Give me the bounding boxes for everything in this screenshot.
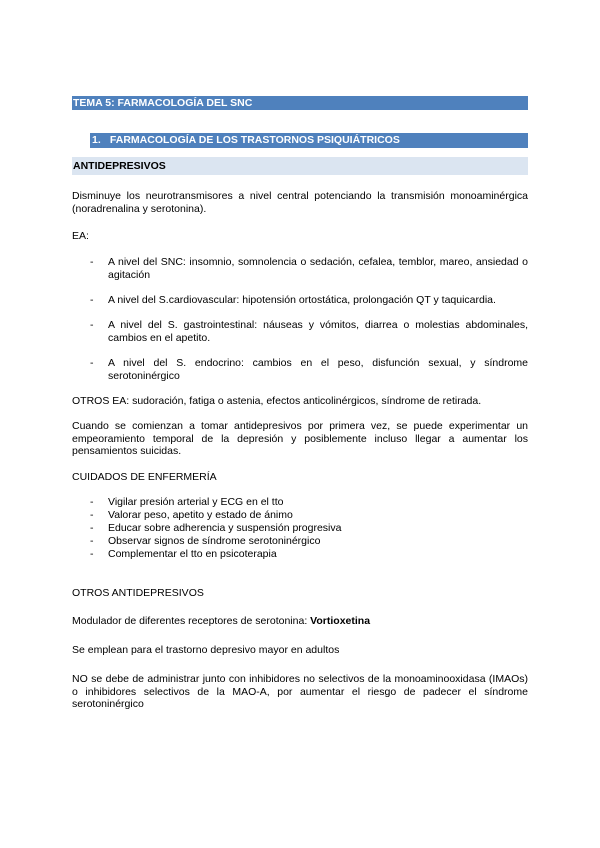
warning-paragraph: Cuando se comienzan a tomar antidepresivos por primera vez, se puede experimentar un empeoramiento temporal de la depresión y posiblemente incluso llegar a aumentar los pensamientos suicidas. xyxy=(72,420,528,457)
section-heading xyxy=(90,133,528,148)
bullet-dash: - xyxy=(90,535,94,547)
ea-item-text: A nivel del S. endocrino: cambios en el peso, disfunción sexual, y síndrome serotoninérgico xyxy=(108,357,528,382)
bullet-dash: - xyxy=(90,294,94,306)
bullet-dash: - xyxy=(90,357,94,369)
contraindication-paragraph: NO se debe de administrar junto con inhibidores no selectivos de la monoaminooxidasa (IMAOs) o inhibidores selectivos de la MAO-A, por aumentar el riesgo de padecer el síndrome serotoninérgico xyxy=(72,673,528,710)
otros-antidepresivos-heading: OTROS ANTIDEPRESIVOS xyxy=(72,587,204,599)
section-number: 1. xyxy=(92,134,101,146)
modulador-text: Modulador de diferentes receptores de serotonina: xyxy=(72,615,311,627)
ea-item-text: A nivel del S.cardiovascular: hipotensión ortostática, prolongación QT y taquicardia. xyxy=(108,294,496,306)
bullet-dash: - xyxy=(90,522,94,534)
cuidados-item-text: Vigilar presión arterial y ECG en el tto xyxy=(108,496,284,508)
bullet-dash: - xyxy=(90,319,94,331)
cuidados-heading: CUIDADOS DE ENFERMERÍA xyxy=(72,471,217,483)
ea-label: EA: xyxy=(72,230,89,242)
otros-ea-paragraph: OTROS EA: sudoración, fatiga o astenia, efectos anticolinérgicos, síndrome de retirada. xyxy=(72,395,482,407)
bullet-dash: - xyxy=(90,496,94,508)
bullet-dash: - xyxy=(90,548,94,560)
drug-name: Vortioxetina xyxy=(310,615,371,627)
chapter-title: TEMA 5: FARMACOLOGÍA DEL SNC xyxy=(72,96,528,110)
intro-paragraph: Disminuye los neurotransmisores a nivel central potenciando la transmisión monoaminérgica (noradrenalina y serotonina). xyxy=(72,190,528,215)
cuidados-item-text: Complementar el tto en psicoterapia xyxy=(108,548,277,560)
cuidados-item-text: Educar sobre adherencia y suspensión progresiva xyxy=(108,522,342,534)
section-label: FARMACOLOGÍA DE LOS TRASTORNOS PSIQUIÁTRICOS xyxy=(109,134,400,146)
bullet-dash: - xyxy=(90,509,94,521)
subsection-heading: ANTIDEPRESIVOS xyxy=(72,157,528,175)
modulador-paragraph xyxy=(72,615,528,628)
cuidados-item-text: Observar signos de síndrome serotoninérgico xyxy=(108,535,321,547)
cuidados-item-text: Valorar peso, apetito y estado de ánimo xyxy=(108,509,293,521)
ea-item-text: A nivel del SNC: insomnio, somnolencia o sedación, cefalea, temblor, mareo, ansiedad o agitación xyxy=(108,256,528,281)
bullet-dash: - xyxy=(90,256,94,268)
ea-item-text: A nivel del S. gastrointestinal: náuseas y vómitos, diarrea o molestias abdominales, cambios en el apetito. xyxy=(108,319,528,344)
uso-paragraph: Se emplean para el trastorno depresivo mayor en adultos xyxy=(72,644,340,656)
